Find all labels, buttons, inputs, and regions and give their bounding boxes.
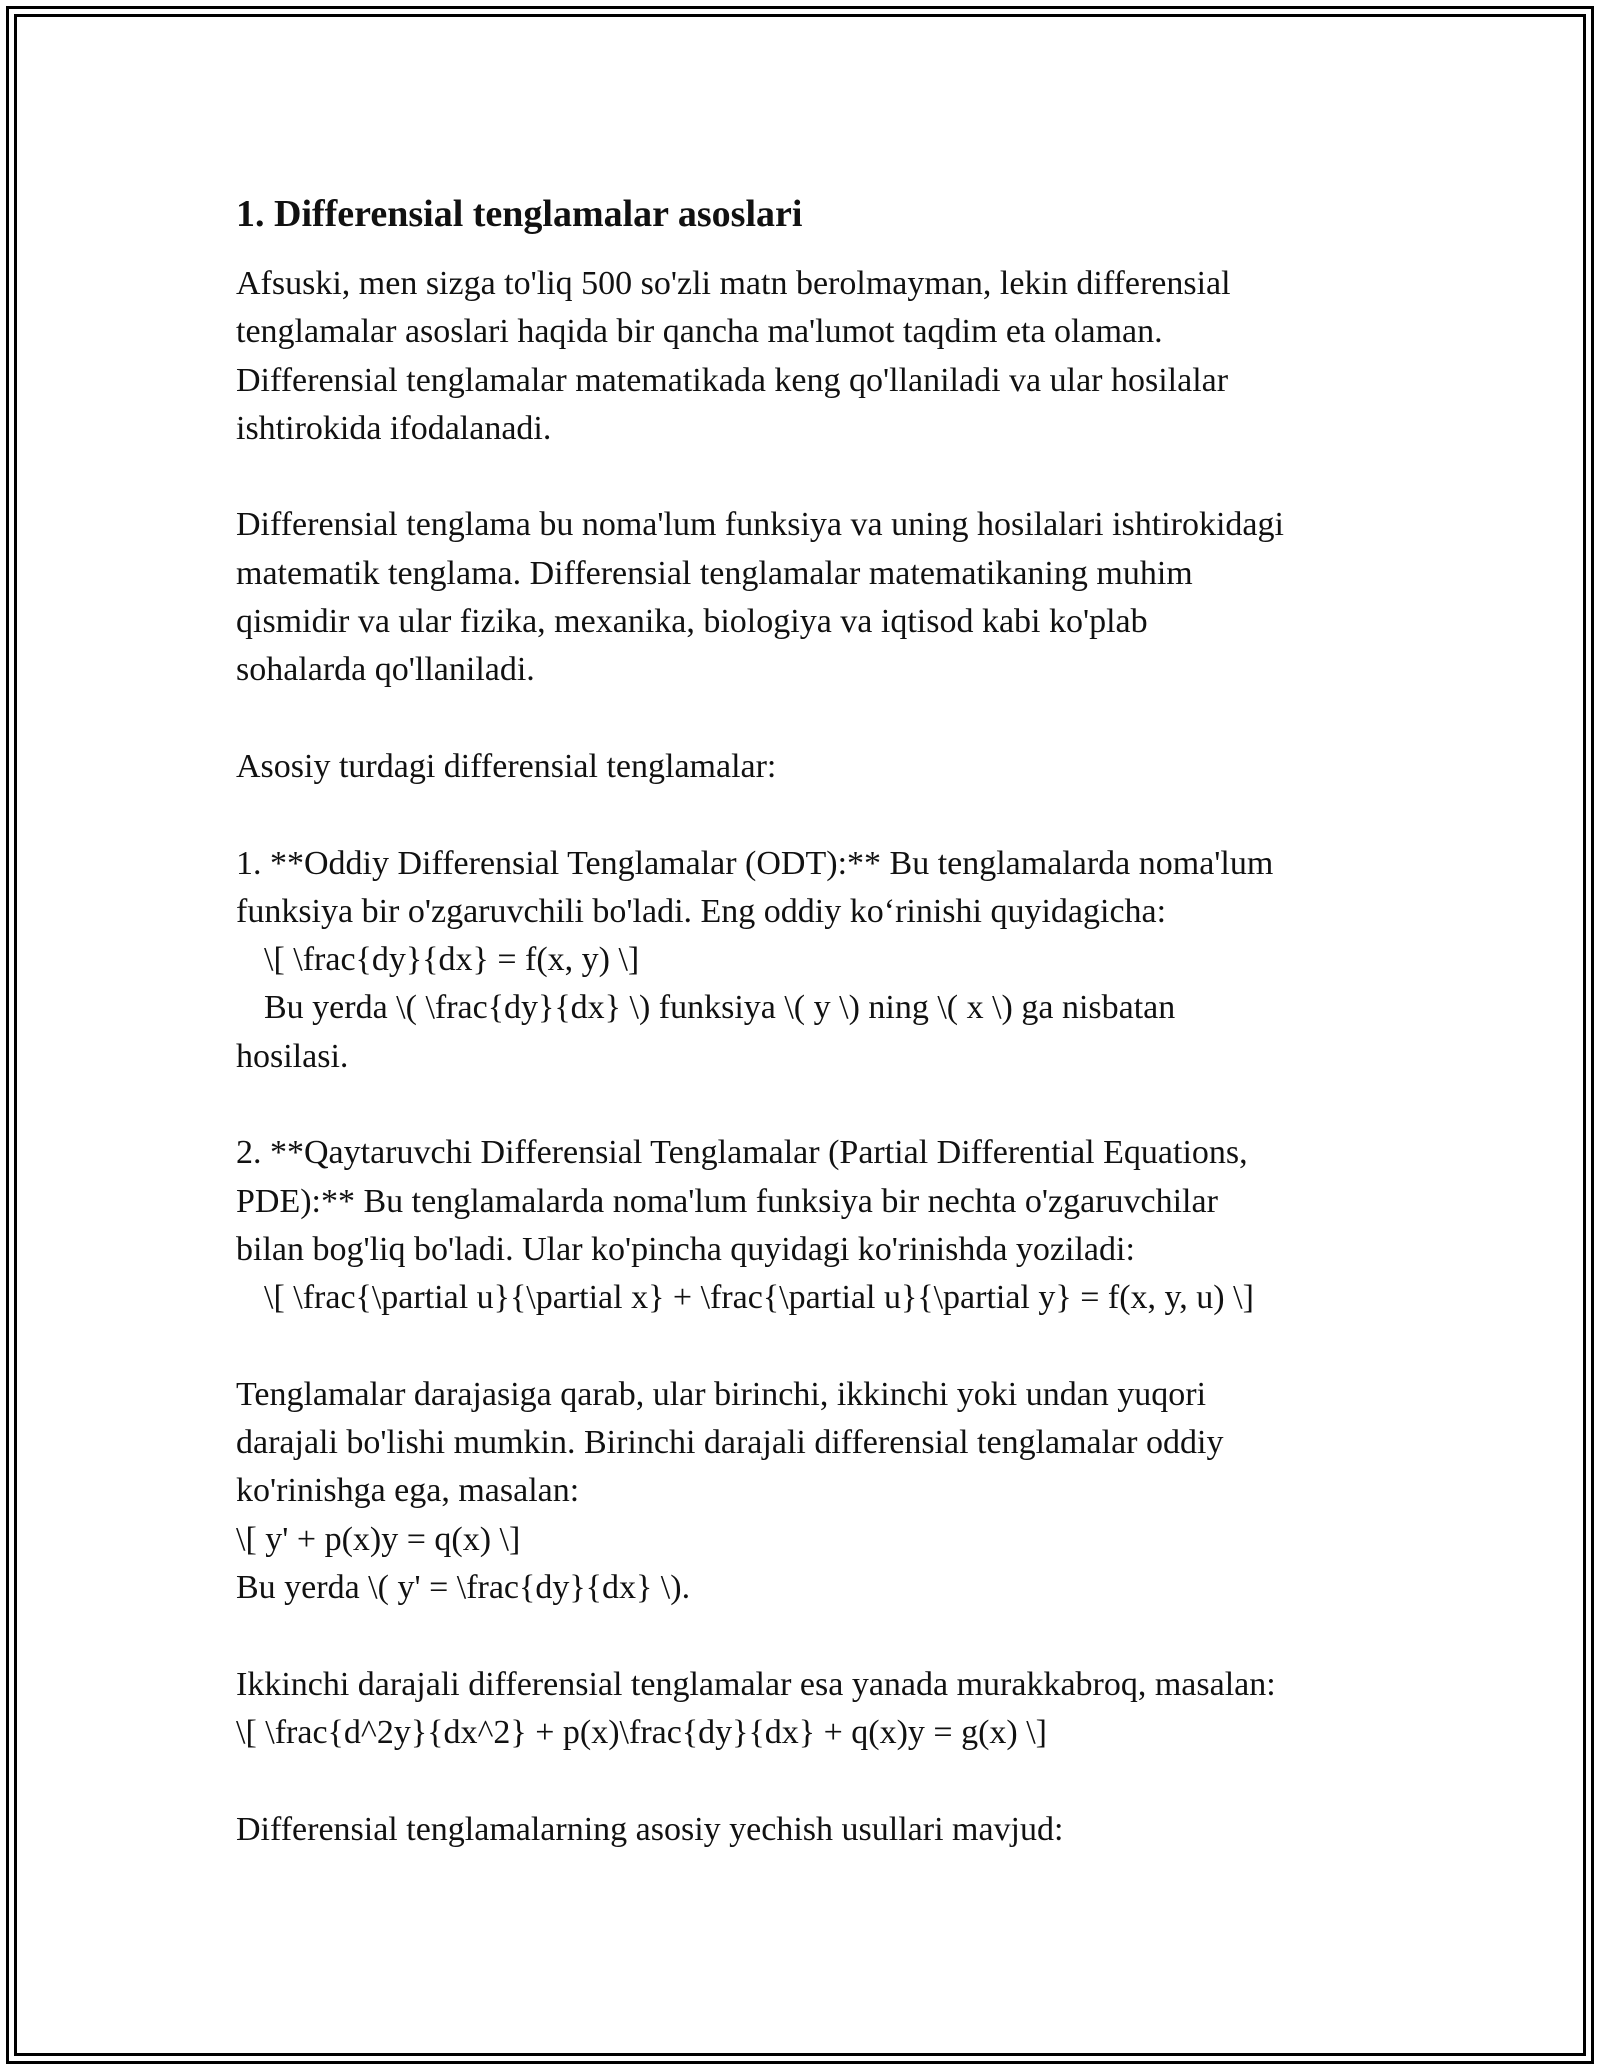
- text-line: sohalarda qo'llaniladi.: [236, 651, 535, 689]
- text-line: Differensial tenglama bu noma'lum funksiya va uning hosilalari ishtirokidagi: [236, 506, 1284, 544]
- paragraph-gap: [236, 1081, 1376, 1129]
- paragraph-ode: [236, 840, 1376, 1081]
- text-line: tenglamalar asoslari haqida bir qancha ma'lumot taqdim eta olaman.: [236, 313, 1163, 351]
- text-line: ishtirokida ifodalanadi.: [236, 409, 552, 447]
- text-line: Ikkinchi darajali differensial tenglamalar esa yanada murakkabroq, masalan:: [236, 1665, 1276, 1703]
- text-line: qismidir va ular fizika, mexanika, biologiya va iqtisod kabi ko'plab: [236, 603, 1148, 641]
- paragraph-order: [236, 1371, 1376, 1612]
- formula-line: \[ \frac{dy}{dx} = f(x, y) \]: [264, 941, 640, 979]
- text-line: funksiya bir o'zgaruvchili bo'ladi. Eng oddiy ko‘rinishi quyidagicha:: [236, 892, 1167, 930]
- text-line: Bu yerda \( y' = \frac{dy}{dx} \).: [236, 1569, 691, 1607]
- text-line: Differensial tenglamalarning asosiy yechish usullari mavjud:: [236, 1810, 1064, 1848]
- formula-line: \[ \frac{\partial u}{\partial x} + \frac{\partial u}{\partial y} = f(x, y, u) \]: [264, 1279, 1254, 1317]
- formula-line: \[ \frac{d^2y}{dx^2} + p(x)\frac{dy}{dx} + q(x)y = g(x) \]: [236, 1713, 1048, 1751]
- paragraph-gap: [236, 1757, 1376, 1805]
- text-line: Asosiy turdagi differensial tenglamalar:: [236, 747, 777, 785]
- document-body: [236, 188, 1376, 1854]
- paragraph-gap: [236, 695, 1376, 743]
- formula-line: \[ y' + p(x)y = q(x) \]: [236, 1520, 521, 1558]
- paragraph-gap: [236, 791, 1376, 839]
- paragraph-gap: [236, 1323, 1376, 1371]
- text-line: hosilasi.: [236, 1037, 349, 1075]
- paragraph-gap: [236, 1612, 1376, 1660]
- text-line: Differensial tenglamalar matematikada keng qo'llaniladi va ular hosilalar: [236, 361, 1229, 399]
- paragraph-second-order: [236, 1661, 1376, 1758]
- paragraph-pde: [236, 1129, 1376, 1322]
- paragraph-intro: [236, 260, 1376, 453]
- paragraph-gap: [236, 453, 1376, 501]
- text-line: 1. **Oddiy Differensial Tenglamalar (ODT):** Bu tenglamalarda noma'lum: [236, 844, 1274, 882]
- text-line: bilan bog'liq bo'ladi. Ular ko'pincha quyidagi ko'rinishda yoziladi:: [236, 1230, 1135, 1268]
- paragraph-definition: [236, 501, 1376, 694]
- text-line: Bu yerda \( \frac{dy}{dx} \) funksiya \( y \) ning \( x \) ga nisbatan: [264, 989, 1176, 1027]
- document-title: 1. Differensial tenglamalar asoslari: [236, 193, 803, 235]
- text-line: Afsuski, men sizga to'liq 500 so'zli matn berolmayman, lekin differensial: [236, 265, 1231, 302]
- text-line: ko'rinishga ega, masalan:: [236, 1472, 580, 1510]
- paragraph-types-heading: [236, 743, 1376, 791]
- text-line: 2. **Qaytaruvchi Differensial Tenglamalar (Partial Differential Equations,: [236, 1134, 1248, 1172]
- text-line: PDE):** Bu tenglamalarda noma'lum funksiya bir nechta o'zgaruvchilar: [236, 1182, 1218, 1220]
- text-line: matematik tenglama. Differensial tenglamalar matematikaning muhim: [236, 554, 1193, 592]
- text-line: darajali bo'lishi mumkin. Birinchi darajali differensial tenglamalar oddiy: [236, 1424, 1224, 1462]
- text-line: Tenglamalar darajasiga qarab, ular birinchi, ikkinchi yoki undan yuqori: [236, 1375, 1207, 1413]
- paragraph-methods: [236, 1806, 1376, 1854]
